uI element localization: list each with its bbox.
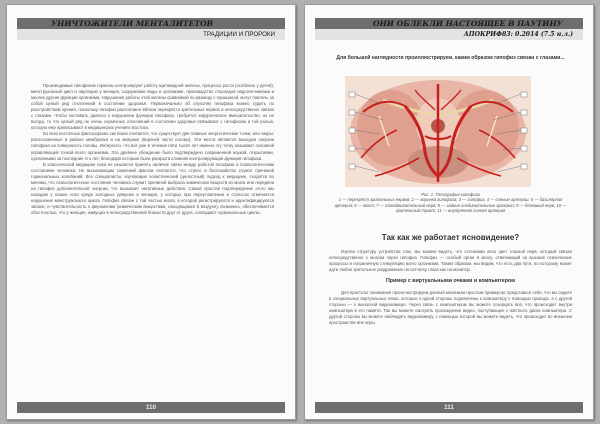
page-number: 111 — [444, 404, 454, 411]
figure-caption-title: Рис. 1. Топография гипофиза — [421, 192, 480, 197]
body-text — [31, 83, 274, 216]
paragraph: Для простоты понимания проиллюстрируем данный механизм простым примером: представьте себе, что вы сидите в специальных виртуальных очках, которые к одной стороны подключены к компьютеру с помощью провода, а с другой стороны — к выносной видеокамере. Через связь с компьютером вы можете созерцать всё, что происходит внутри компьютера в его памяти. Так вы можете смотреть прохождение видео, поступающее с жёсткого диска компьютера. С другой стороны вы можете наблюдать видеокамеру, с помощью которой вы можете видеть, что происходит во внешнем пространстве вне игры. — [329, 290, 572, 326]
issue-label: АПОКРИФ83: 0.2014 (7.5 н.л.) — [463, 31, 573, 38]
section-title: ТРАДИЦИИ И ПРОРОКИ — [203, 31, 275, 38]
left-page — [6, 4, 296, 420]
paragraph: В классической медицине пока не решается принять наличие связи между работой гипофиза и психологическим состоянием человека. Не вызывающим сомнений фактом считается, что стресс и беспокойство служат причиной гормональных колебаний. Все специалисты, изучающие холистический (целостный) подход к медицине, сходятся во мнении, что психологическое состояние человека служит причиной выброса химических веществ из мозга или передачи на гипофиз дополнительной энергии, что вызывает негативные действия. Самой простой подтверждение этого мы находим у наших ноги среди холодных девушек и женщин, у которых при переутомлении и стрессах отмечается нарушение менструального цикла. Гипофиз связан с той частью мозга, в которой регистрируются и идентифицируются запахи, и чувствительность к феромонам (химическим веществам, находящимся в воздухе), возможно, обеспечивается обостностью, что у женщин, живущих в непосредственной близости друг от друга, совпадают гормональные циклы. — [31, 161, 274, 215]
paragraph: Производимые гипофизом гормоны контролируют работу щитовидной железы, процессы роста (особенно у детей), менструальный цикл и овуляцию у женщин, содержание воды в организме, производство стероидов надпочечниками и многие другие функции организма. Нарушения работы этой железы сравнимой по размеру с горошиной, могут повлечь за собой целый ряд отклонений в состоянии здоровья. Первоначально об опухолях гипофиза можно судить по расстройствам зрения, поскольку гипофиз расположен вблизи перекрёста зрительных нервов и непосредственно связан с глазами. Чтобы поставить диагноз о нарушении функции гипофиза, требуется хирургическое вмешательство, но не всегда, то что целый ряд не очень серьёзных отклонений в состоянии здоровья связывают с гипофизом и той ролью, которую ему приписывают в медицинских учениях Востока. — [31, 83, 274, 131]
figure-caption — [329, 192, 572, 213]
figure-intro — [329, 55, 572, 61]
main-section — [329, 233, 572, 326]
pituitary-anatomy-illustration — [345, 76, 531, 187]
figure-caption-text: 1 — перекрёст зрительных нервов; 2 — воронка гипофиза; 3 — гипофиз; 4 — сонные артерии; 5 — базилярная артерия; 6 — мост; 7 — глазодвигательный нерв; 8 — задние соединительные артерии; 9 — блоковый нерв; 10 — зрительный тракт; 11 — внутренняя сонная артерия — [334, 197, 567, 213]
subsection-heading: Пример с виртуальными очками и компьютером — [385, 278, 516, 285]
figure-intro-text: Для большей наглядности проиллюстрируем, каким образом гипофиз связан с глазами... — [336, 55, 565, 61]
paragraph: Изучая структуру устройства глаз, мы можем видеть, что оттенками ясно цвет глазной нерв, который связан непосредственно с мозгом через гипофиз. Гипофиз — особый орган в мозгу, отвечающий за высшие психические процессы и пограничную стимуляцию всего организма. Таким образом, мы видим, что есть два пути, по которому может идти любое зрительное раздражение на сетчатку глаза как на монитор. — [329, 249, 572, 273]
section-heading: Так как же работает ясновидение? — [381, 233, 520, 242]
page-number: 110 — [146, 404, 156, 411]
book-title: УНИЧТОЖИТЕЛИ МЕНТАЛИТЕТОВ — [51, 19, 214, 28]
paragraph: Во всех восточных философских системах считается, что существует две главных энергетические точки, или чакры: расположенные в районе межбровья и на макушке (верхней части головы). Эти места являются выходом энергии гипофиза на поверхность головы. Интересно, что вот уже в течение пяти тысяч лет именно эту точку называют основной управляющей точкой всего организма. Это древнее убеждение было подтверждено современной наукой, открытиями, сделанными за последние сто лет, благодаря которым была раскрыта сложная контролирующая функция гипофиза. — [31, 131, 274, 161]
book-title: ОНИ ОБЛЕКЛИ НАСТОЯЩЕЕ В ПАУТИНУ — [373, 19, 563, 28]
right-page — [304, 4, 594, 420]
